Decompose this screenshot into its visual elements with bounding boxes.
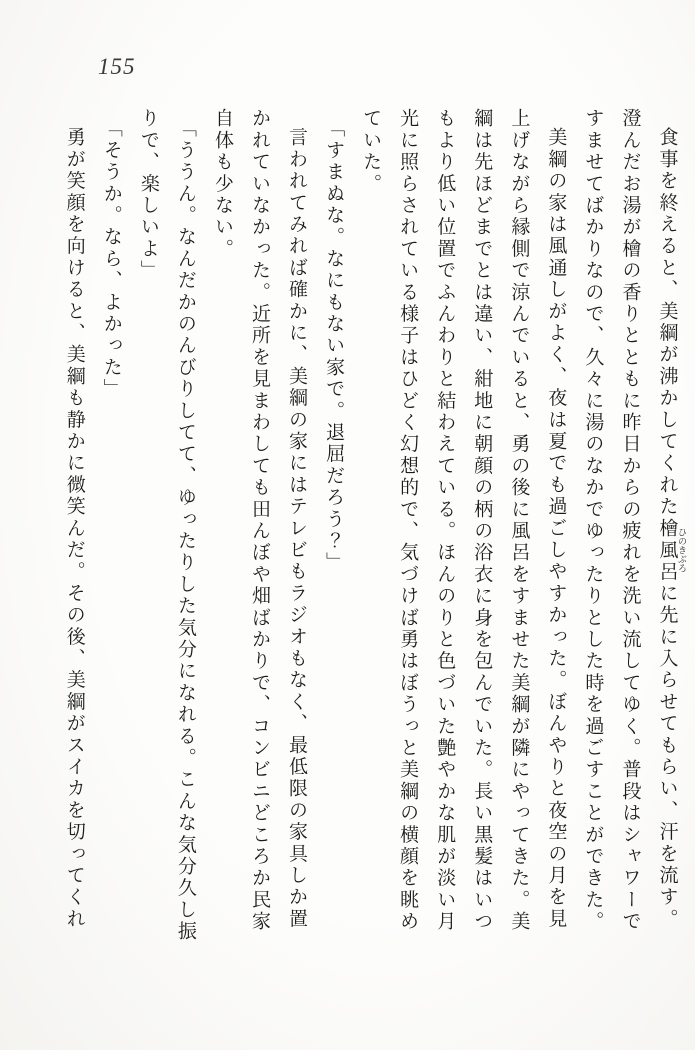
paragraph-3-dialogue: 「すまぬな。なにもない家で。退屈だろう？」 — [323, 117, 345, 574]
paragraph-6-dialogue: 「そうか。なら、よかった」 — [100, 117, 122, 400]
paragraph-1-lead: 食事を終えると、美綱が沸かしてくれた — [656, 127, 678, 518]
paragraph-1-rest: に先に入らせてもらい、汗を流す。澄んだお湯が檜の香りとともに昨日からの疲れを洗い流してゆく。普段はシャワーですませてばかりなので、久々に湯のなかでゆったりとした時を過ごすことができた。 — [582, 108, 678, 933]
paragraph-1 — [574, 108, 687, 946]
page-number: 155 — [98, 54, 136, 79]
ruby-furigana: ひのきぶろ — [677, 517, 687, 583]
paragraph-4: 言われてみれば確かに、美綱の家にはテレビもラジオもなく、最低限の家具しか置かれていなかった。近所を見まわしても田んぼや畑ばかりで、コンビニどころか民家自体も少ない。 — [211, 108, 308, 933]
ruby-base: 檜風呂 — [656, 517, 678, 583]
paragraph-7: 勇が笑顔を向けると、美綱も静かに微笑んだ。その後、美綱がスイカを切ってくれ — [63, 127, 85, 930]
paragraph-5-dialogue: 「ううん。なんだかのんびりしてて、ゆったりした気分になれる。こんな気分久し振りで、楽しいよ」 — [137, 108, 196, 943]
novel-text — [39, 108, 687, 946]
ruby-hinokiburo — [656, 517, 687, 583]
paragraph-2: 美綱の家は風通しがよく、夜は夏でも過ごしやすかった。ぼんやりと夜空の月を見上げながら縁側で涼んでいると、勇の後に風呂をすませた美綱が隣にやってきた。美綱は先ほどまでとは違い、紺地に朝顔の柄の浴衣に身を包んでいた。長い黒髪はいつもより低い位置でふんわりと結わえている。ほんのりと色づいた艶やかな肌が淡い月光に照らされている様子はひどく幻想的で、気づけば勇はぼうっと美綱の横顔を眺めていた。 — [360, 108, 567, 933]
